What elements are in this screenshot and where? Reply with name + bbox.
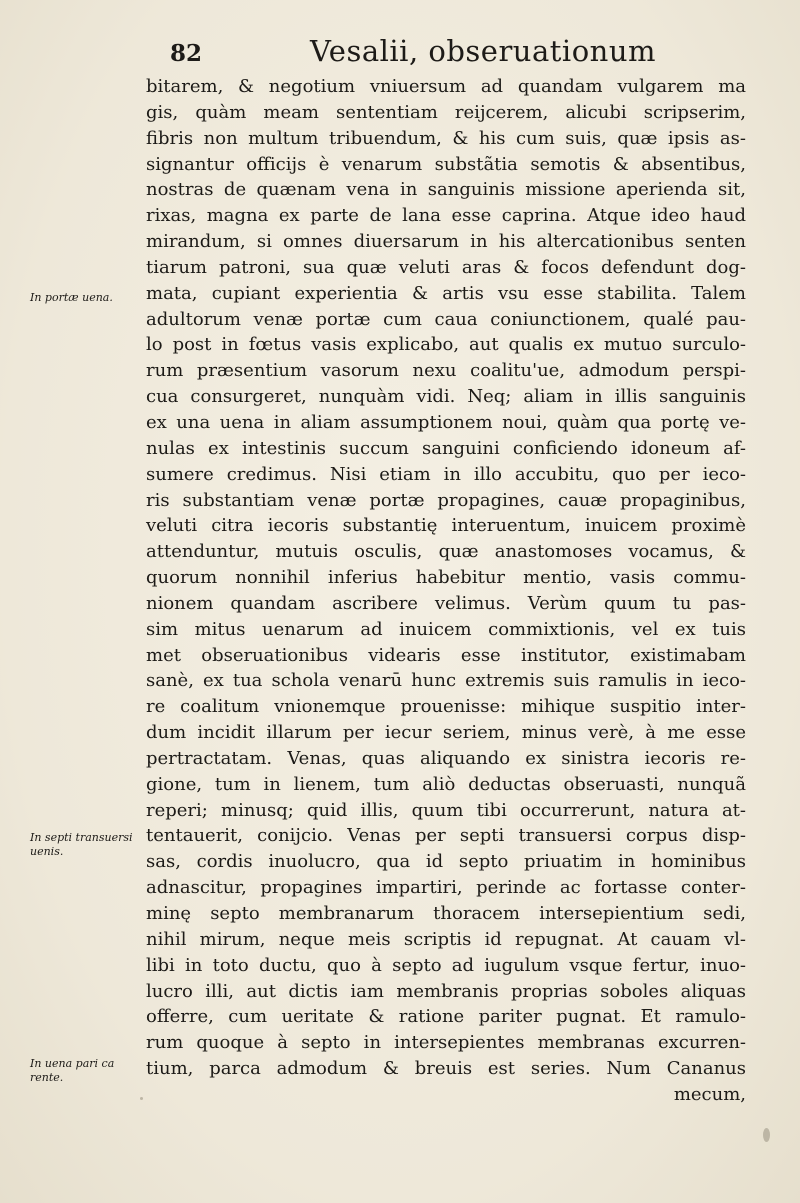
margin-note: In septi transuersi uenis. (30, 831, 133, 858)
text-line: cua consurgeret, nunquàm vidi. Neq; aliam in illis sanguinis (146, 386, 746, 408)
text-line: rixas, magna ex parte de lana esse caprina. Atque ideo haud (146, 205, 746, 227)
text-line: mirandum, si omnes diuersarum in his altercationibus senten (146, 231, 746, 253)
text-line: gione, tum in lienem, tum aliò deductas obseruasti, nunquã (146, 773, 746, 795)
text-line: tentauerit, conijcio. Venas per septi transuersi corpus disp- (146, 825, 746, 847)
text-line: rum præsentium vasorum nexu coalitu'ue, admodum perspi- (146, 360, 746, 382)
text-line: adultorum venæ portæ cum caua coniunctionem, qualé pau- (146, 308, 746, 330)
text-line: ex una uena in aliam assumptionem noui, quàm qua portę ve- (146, 411, 746, 433)
text-line: lo post in fœtus vasis explicabo, aut qualis ex mutuo surculo- (146, 334, 746, 356)
text-line: re coalitum vnionemque prouenisse: mihique suspitio inter- (146, 696, 746, 718)
text-line: signantur officijs è venarum substãtia semotis & absentibus, (146, 153, 746, 175)
text-line: lucro illi, aut dictis iam membranis proprias soboles aliquas (146, 980, 746, 1002)
text-line: sumere credimus. Nisi etiam in illo accubitu, quo per ieco- (146, 463, 746, 485)
text-line: mata, cupiant experientia & artis vsu esse stabilita. Talem (146, 282, 746, 304)
text-line: nihil mirum, neque meis scriptis id repugnat. At cauam vl- (146, 928, 746, 950)
body-text (146, 74, 746, 1108)
paper-blemish (763, 1128, 770, 1142)
text-line: adnascitur, propagines impartiri, perinde ac fortasse conter- (146, 877, 746, 899)
text-line: reperi; minusq; quid illis, quum tibi occurrerunt, natura at- (146, 799, 746, 821)
text-line: tiarum patroni, sua quæ veluti aras & focos defendunt dog- (146, 256, 746, 278)
text-line: libi in toto ductu, quo à septo ad iugulum vsque fertur, inuo- (146, 954, 746, 976)
text-line: gis, quàm meam sententiam reijcerem, alicubi scripserim, (146, 101, 746, 123)
text-line: ris substantiam venæ portæ propagines, cauæ propaginibus, (146, 489, 746, 511)
margin-note: In uena pari ca rente. (30, 1057, 115, 1084)
text-line: nionem quandam ascribere velimus. Verùm quum tu pas- (146, 592, 746, 614)
text-line: minę septo membranarum thoracem intersepientium sedi, (146, 903, 746, 924)
text-line: sanè, ex tua schola venarū hunc extremis suis ramulis in ieco- (146, 670, 746, 692)
running-head (170, 30, 730, 74)
text-line: fibris non multum tribuendum, & his cum suis, quæ ipsis as- (146, 127, 746, 149)
text-line: dum incidit illarum per iecur seriem, minus verè, à me esse (146, 722, 746, 744)
text-line: sim mitus uenarum ad inuicem commixtionis, vel ex tuis (146, 618, 746, 640)
margin-note: In portæ uena. (30, 291, 113, 304)
text-line: met obseruationibus videaris esse institutor, existimabam (146, 644, 746, 666)
text-line: mecum, (673, 1083, 746, 1105)
text-line: pertractatam. Venas, quas aliquando ex sinistra iecoris re- (146, 747, 746, 769)
running-title: Vesalii, obseruationum (310, 34, 657, 68)
text-line: nostras de quænam vena in sanguinis missione aperienda sit, (146, 179, 746, 201)
text-line: attenduntur, mutuis osculis, quæ anastomoses vocamus, & (146, 541, 746, 563)
text-line: sas, cordis inuolucro, qua id septo priuatim in hominibus (146, 851, 746, 873)
text-line: offerre, cum ueritate & ratione pariter pugnat. Et ramulo- (146, 1006, 746, 1028)
paper-blemish (140, 1097, 143, 1100)
text-line: quorum nonnihil inferius habebitur mentio, vasis commu- (146, 567, 746, 589)
text-line: tium, parca admodum & breuis est series. Num Cananus (146, 1058, 746, 1080)
text-line: bitarem, & negotium vniuersum ad quandam vulgarem ma (146, 76, 746, 97)
text-line: rum quoque à septo in intersepientes membranas excurren- (146, 1032, 746, 1054)
text-line: veluti citra iecoris substantię interuentum, inuicem proximè (146, 515, 746, 537)
text-line: nulas ex intestinis succum sanguini conficiendo idoneum af- (146, 437, 746, 459)
page-number: 82 (170, 40, 203, 67)
